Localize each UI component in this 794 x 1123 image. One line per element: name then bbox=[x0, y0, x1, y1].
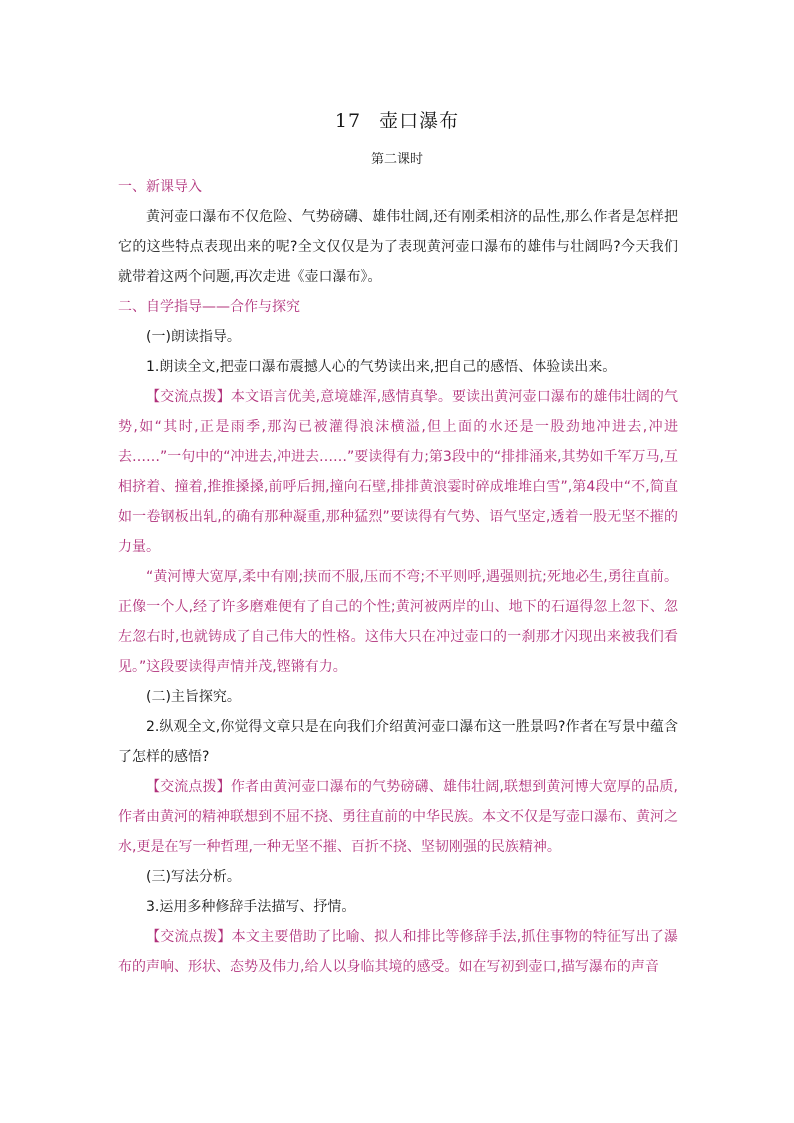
part-title-theme: (二)主旨探究。 bbox=[146, 689, 241, 705]
page-subtitle: 第二课时 bbox=[370, 152, 423, 167]
answer-2-text: 作者由黄河壶口瀑布的气势磅礴、雄伟壮阔,联想到黄河博大宽厚的品质,作者由黄河的精神联想到不屈不挠、勇往直前的中华民族。本文不仅是写壶口瀑布、黄河之水,更是在写一种哲理,一种无坚不摧、百折不挠、坚韧刚强的民族精神。 bbox=[118, 779, 679, 855]
section-heading-self-study: 二、自学指导——合作与探究 bbox=[118, 299, 300, 315]
answer-1-text: 本文语言优美,意境雄浑,感情真挚。要读出黄河壶口瀑布的雄伟壮阔的气势,如“其时,正是雨季,那沟已被灌得浪沫横溢,但上面的水还是一股劲地冲进去,冲进去……”一句中的“冲进去,冲进去……”要读得有力;第3段中的“排排涌来,其势如千军万马,互相挤着、撞着,推推搡搡,前呼后拥,撞向石壁,排排黄浪霎时碎成堆堆白雪”,第4段中“不,简直如一卷钢板出轧,的确有那种凝重,那种猛烈”要读得有气势、语气坚定,透着一股无坚不摧的力量。 bbox=[118, 389, 679, 555]
lesson-title: 壶口瀑布 bbox=[379, 110, 460, 132]
tip-label: 【交流点拨】 bbox=[146, 779, 231, 795]
tip-label: 【交流点拨】 bbox=[146, 389, 231, 405]
part-title-reading: (一)朗读指导。 bbox=[146, 329, 241, 345]
question-2: 2.纵观全文,你觉得文章只是在向我们介绍黄河壶口瀑布这一胜景吗?作者在写景中蕴含了怎样的感悟? bbox=[118, 719, 678, 765]
answer-1-quote: “黄河博大宽厚,柔中有刚;挟而不服,压而不弯;不平则呼,遇强则抗;死地必生,勇往直前。正像一个人,经了许多磨难便有了自己的个性;黄河被两岸的山、地下的石逼得忽上忽下、忽左忽右时,也就铸成了自己伟大的性格。这伟大只在冲过壶口的一刹那才闪现出来被我们看见。”这段要读得声情并茂,铿锵有力。 bbox=[118, 569, 678, 675]
intro-paragraph: 黄河壶口瀑布不仅危险、气势磅礴、雄伟壮阔,还有刚柔相济的品性,那么作者是怎样把它的这些特点表现出来的呢?全文仅仅是为了表现黄河壶口瀑布的雄伟与壮阔吗?今天我们就带着这两个问题,再次走进《壶口瀑布》。 bbox=[118, 209, 678, 285]
question-1: 1.朗读全文,把壶口瀑布震撼人心的气势读出来,把自己的感悟、体验读出来。 bbox=[146, 359, 617, 375]
lesson-number: 17 bbox=[334, 110, 362, 132]
tip-label: 【交流点拨】 bbox=[146, 929, 232, 945]
question-3: 3.运用多种修辞手法描写、抒情。 bbox=[146, 899, 356, 915]
part-title-writing: (三)写法分析。 bbox=[146, 869, 241, 885]
document-body bbox=[118, 172, 678, 982]
answer-1 bbox=[118, 382, 678, 562]
section-heading-intro: 一、新课导入 bbox=[118, 179, 202, 195]
answer-2 bbox=[118, 772, 678, 862]
page-title bbox=[0, 106, 794, 133]
answer-3 bbox=[118, 922, 678, 982]
answer-3-text: 本文主要借助了比喻、拟人和排比等修辞手法,抓住事物的特征写出了瀑布的声响、形状、态势及伟力,给人以身临其境的感受。如在写初到壶口,描写瀑布的声音 bbox=[118, 929, 679, 975]
